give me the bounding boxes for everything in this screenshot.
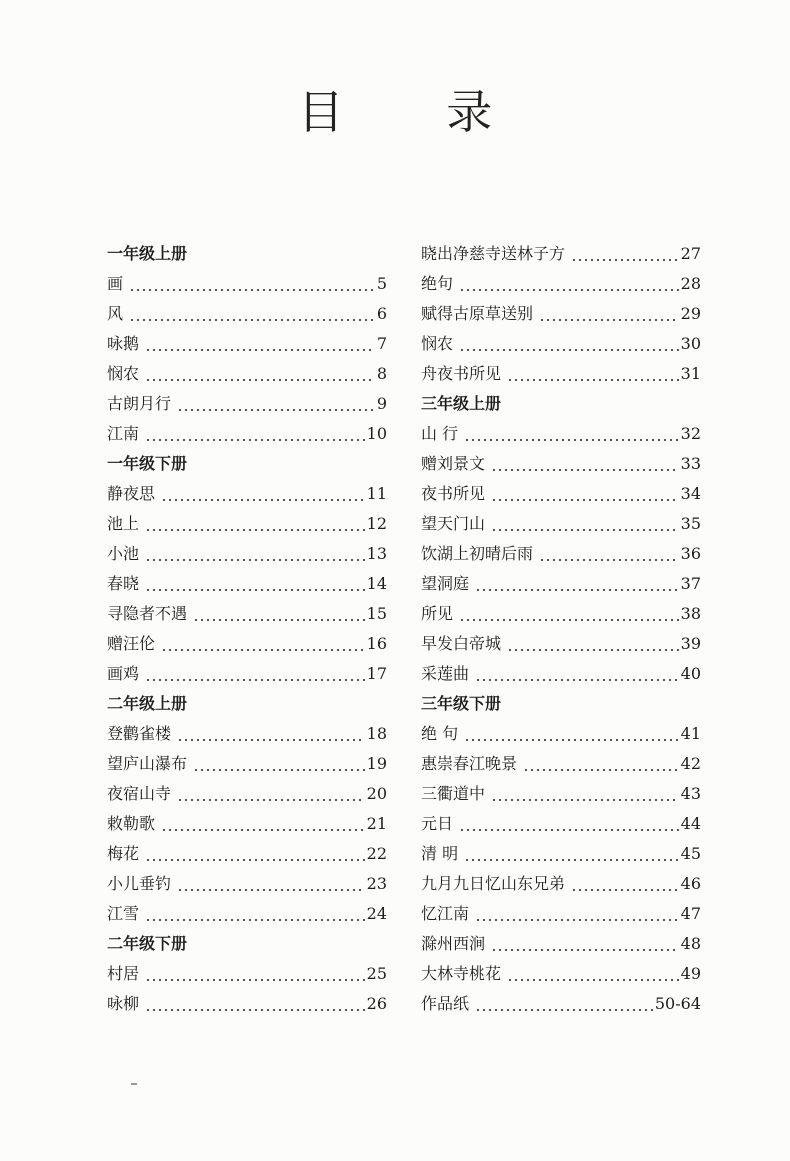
entry-page-number: 39 [680,634,701,653]
dot-leader [571,869,679,899]
entry-page-number: 14 [366,574,387,593]
toc-entry[interactable] [421,359,701,389]
entry-page-number: 23 [366,874,387,893]
entry-title: 所见 [421,604,454,623]
entry-page-number: 44 [680,814,701,833]
dot-leader [491,929,679,959]
entry-title: 山 行 [421,424,459,443]
toc-entry[interactable] [421,779,701,809]
entry-page-number: 19 [366,754,387,773]
toc-column-left [107,239,387,1019]
toc-entry[interactable] [421,299,701,329]
dot-leader [145,419,365,449]
dot-leader [464,839,679,869]
dot-leader [129,269,375,299]
dot-leader [491,509,679,539]
page-title: 目 录 [297,85,537,139]
grade-heading: 一年级下册 [107,454,188,473]
dot-leader [177,719,365,749]
toc-entry[interactable] [107,659,387,689]
entry-title: 夜宿山寺 [107,784,172,803]
toc-entry[interactable] [107,899,387,929]
entry-page-number: 33 [680,454,701,473]
entry-page-number: 49 [680,964,701,983]
entry-title: 悯农 [421,334,454,353]
entry-title: 寻隐者不遇 [107,604,188,623]
entry-page-number: 13 [366,544,387,563]
dot-leader [145,569,365,599]
entry-title: 采莲曲 [421,664,470,683]
dot-leader [161,479,365,509]
toc-entry[interactable] [421,839,701,869]
entry-title: 静夜思 [107,484,156,503]
toc-entry[interactable] [107,629,387,659]
entry-title: 敕勒歌 [107,814,156,833]
toc-entry[interactable] [421,449,701,479]
toc-entry[interactable] [107,329,387,359]
entry-page-number: 6 [376,304,387,323]
entry-title: 舟夜书所见 [421,364,502,383]
entry-title: 绝 句 [421,724,459,743]
entry-title: 晓出净慈寺送林子方 [421,244,566,263]
entry-title: 饮湖上初晴后雨 [421,544,534,563]
entry-page-number: 21 [366,814,387,833]
grade-heading: 二年级下册 [107,934,188,953]
dot-leader [464,419,679,449]
dot-leader [459,329,679,359]
toc-entry[interactable] [107,269,387,299]
entry-title: 望洞庭 [421,574,470,593]
toc-entry[interactable] [107,359,387,389]
dot-leader [177,389,375,419]
entry-page-number: 34 [680,484,701,503]
dot-leader [523,749,679,779]
dot-leader [507,359,679,389]
dot-leader [193,599,365,629]
entry-page-number: 15 [366,604,387,623]
entry-page-number: 29 [680,304,701,323]
entry-page-number: 8 [376,364,387,383]
entry-page-number: 46 [680,874,701,893]
dot-leader [475,569,679,599]
entry-title: 望庐山瀑布 [107,754,188,773]
toc-entry[interactable] [421,569,701,599]
entry-title: 惠崇春江晚景 [421,754,518,773]
entry-page-number: 45 [680,844,701,863]
dot-leader [475,989,653,1019]
entry-title: 咏柳 [107,994,140,1013]
entry-title: 赋得古原草送别 [421,304,534,323]
dot-leader [459,269,679,299]
entry-page-number: 35 [680,514,701,533]
entry-title: 元日 [421,814,454,833]
toc-entry[interactable] [421,659,701,689]
entry-title: 赠汪伦 [107,634,156,653]
entry-title: 咏鹅 [107,334,140,353]
dot-leader [459,599,679,629]
entry-title: 风 [107,304,124,323]
entry-title: 梅花 [107,844,140,863]
toc-entry[interactable] [421,599,701,629]
toc-entry[interactable] [421,419,701,449]
dot-leader [145,989,365,1019]
toc-entry[interactable] [107,599,387,629]
entry-page-number: 50-64 [654,994,701,1013]
entry-title: 滁州西涧 [421,934,486,953]
entry-page-number: 32 [680,424,701,443]
dot-leader [491,479,679,509]
dot-leader [475,659,679,689]
toc-entry[interactable] [107,749,387,779]
dot-leader [539,299,679,329]
toc-column-right [421,239,701,1019]
entry-title: 忆江南 [421,904,470,923]
entry-title: 望天门山 [421,514,486,533]
entry-title: 江雪 [107,904,140,923]
dot-leader [145,899,365,929]
entry-title: 小儿垂钓 [107,874,172,893]
toc-entry[interactable] [107,569,387,599]
toc-entry[interactable] [421,899,701,929]
toc-entry[interactable] [107,389,387,419]
toc-entry[interactable] [421,539,701,569]
entry-title: 清 明 [421,844,459,863]
entry-page-number: 36 [680,544,701,563]
entry-title: 三衢道中 [421,784,486,803]
toc-entry[interactable] [421,509,701,539]
entry-page-number: 11 [366,484,387,503]
entry-page-number: 5 [376,274,387,293]
entry-title: 赠刘景文 [421,454,486,473]
toc-entry[interactable] [421,329,701,359]
dot-leader [507,959,679,989]
toc-entry[interactable] [107,809,387,839]
entry-page-number: 9 [376,394,387,413]
entry-page-number: 40 [680,664,701,683]
toc-entry[interactable] [421,479,701,509]
dot-leader [145,959,365,989]
entry-title: 登鹳雀楼 [107,724,172,743]
entry-title: 作品纸 [421,994,470,1013]
entry-page-number: 22 [366,844,387,863]
dot-leader [177,869,365,899]
entry-title: 古朗月行 [107,394,172,413]
dot-leader [491,449,679,479]
entry-title: 江南 [107,424,140,443]
toc-entry[interactable] [107,299,387,329]
entry-title: 绝句 [421,274,454,293]
dot-leader [129,299,375,329]
dot-leader [161,809,365,839]
entry-title: 悯农 [107,364,140,383]
dot-leader [145,539,365,569]
entry-page-number: 24 [366,904,387,923]
entry-title: 画 [107,274,124,293]
entry-page-number: 47 [680,904,701,923]
entry-page-number: 30 [680,334,701,353]
toc-entry[interactable] [107,869,387,899]
toc-entry[interactable] [421,239,701,269]
dot-leader [145,659,365,689]
entry-page-number: 7 [376,334,387,353]
entry-page-number: 27 [680,244,701,263]
toc-entry[interactable] [107,779,387,809]
dot-leader [464,719,679,749]
entry-page-number: 28 [680,274,701,293]
entry-title: 池上 [107,514,140,533]
dot-leader [161,629,365,659]
toc-entry[interactable] [421,269,701,299]
toc-entry[interactable] [421,809,701,839]
toc-entry[interactable] [107,479,387,509]
toc-entry[interactable] [421,869,701,899]
entry-page-number: 37 [680,574,701,593]
entry-page-number: 48 [680,934,701,953]
entry-page-number: 12 [366,514,387,533]
entry-title: 小池 [107,544,140,563]
entry-title: 夜书所见 [421,484,486,503]
entry-page-number: 17 [366,664,387,683]
entry-page-number: 16 [366,634,387,653]
scan-mark [131,1083,137,1085]
dot-leader [475,899,679,929]
entry-page-number: 43 [680,784,701,803]
dot-leader [145,329,375,359]
entry-title: 九月九日忆山东兄弟 [421,874,566,893]
dot-leader [193,749,365,779]
toc-entry[interactable] [107,959,387,989]
dot-leader [491,779,679,809]
entry-page-number: 18 [366,724,387,743]
entry-page-number: 26 [366,994,387,1013]
toc-entry[interactable] [421,719,701,749]
grade-heading: 一年级上册 [107,244,188,263]
dot-leader [145,359,375,389]
toc-entry[interactable] [107,989,387,1019]
entry-page-number: 10 [366,424,387,443]
dot-leader [177,779,365,809]
entry-page-number: 31 [680,364,701,383]
entry-page-number: 38 [680,604,701,623]
toc-entry[interactable] [421,629,701,659]
grade-heading: 三年级上册 [421,394,502,413]
toc-entry[interactable] [107,539,387,569]
entry-page-number: 42 [680,754,701,773]
dot-leader [507,629,679,659]
toc-entry[interactable] [107,839,387,869]
toc-entry[interactable] [107,719,387,749]
entry-title: 村居 [107,964,140,983]
dot-leader [145,839,365,869]
entry-title: 早发白帝城 [421,634,502,653]
entry-title: 画鸡 [107,664,140,683]
entry-title: 春晓 [107,574,140,593]
toc-entry[interactable] [421,749,701,779]
toc-entry[interactable] [421,929,701,959]
toc-entry[interactable] [421,959,701,989]
dot-leader [145,509,365,539]
entry-page-number: 20 [366,784,387,803]
dot-leader [571,239,679,269]
entry-title: 大林寺桃花 [421,964,502,983]
toc-entry[interactable] [107,509,387,539]
grade-heading: 二年级上册 [107,694,188,713]
dot-leader [539,539,679,569]
entry-page-number: 41 [680,724,701,743]
dot-leader [459,809,679,839]
entry-page-number: 25 [366,964,387,983]
toc-entry[interactable] [107,419,387,449]
toc-entry[interactable] [421,989,701,1019]
grade-heading: 三年级下册 [421,694,502,713]
